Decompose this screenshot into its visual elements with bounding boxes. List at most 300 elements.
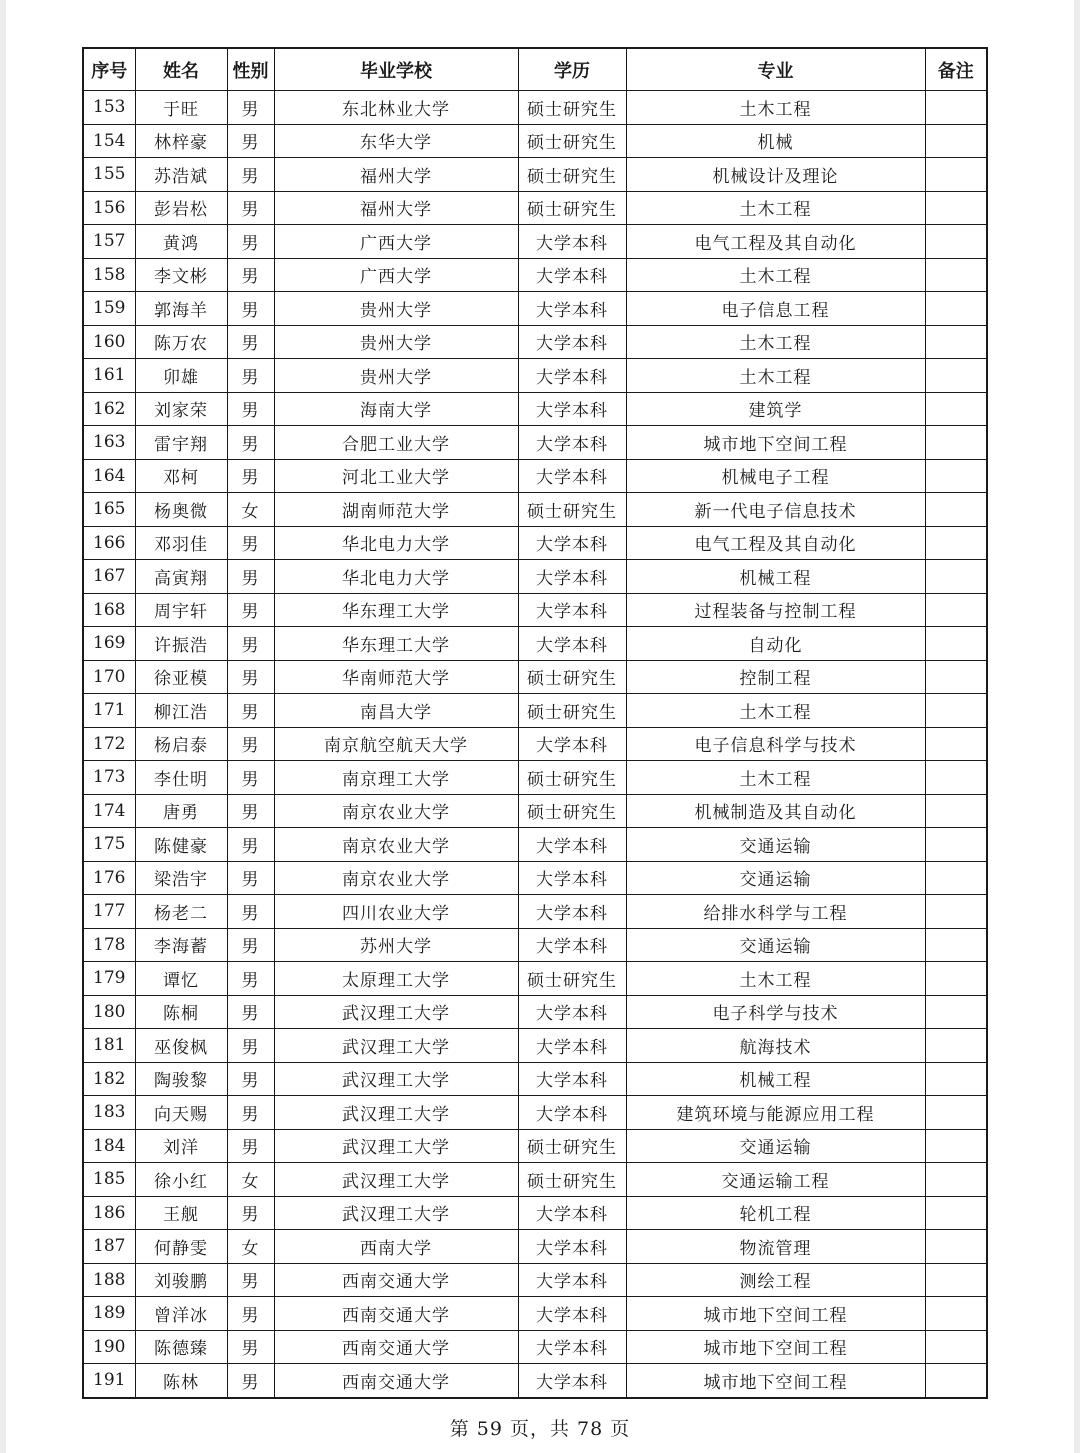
cell-remark	[925, 493, 987, 527]
cell-remark	[925, 392, 987, 426]
cell-school: 湖南师范大学	[274, 493, 518, 527]
cell-major: 建筑环境与能源应用工程	[626, 1096, 925, 1130]
cell-major: 给排水科学与工程	[626, 895, 925, 929]
table-row	[83, 861, 987, 895]
cell-degree: 大学本科	[518, 995, 626, 1029]
cell-no: 157	[83, 225, 135, 259]
cell-remark	[925, 962, 987, 996]
cell-school: 武汉理工大学	[274, 995, 518, 1029]
cell-no: 158	[83, 258, 135, 292]
cell-no: 187	[83, 1230, 135, 1264]
cell-gender: 男	[227, 392, 274, 426]
cell-major: 电子信息工程	[626, 292, 925, 326]
cell-school: 南京航空航天大学	[274, 727, 518, 761]
cell-no: 164	[83, 459, 135, 493]
cell-no: 177	[83, 895, 135, 929]
cell-degree: 硕士研究生	[518, 191, 626, 225]
cell-remark	[925, 91, 987, 125]
cell-degree: 大学本科	[518, 560, 626, 594]
cell-remark	[925, 694, 987, 728]
cell-no: 176	[83, 861, 135, 895]
cell-gender: 男	[227, 1297, 274, 1331]
header-name: 姓名	[135, 48, 227, 91]
table-row	[83, 727, 987, 761]
cell-degree: 大学本科	[518, 225, 626, 259]
cell-gender: 男	[227, 225, 274, 259]
table-row	[83, 761, 987, 795]
cell-remark	[925, 660, 987, 694]
cell-degree: 大学本科	[518, 1062, 626, 1096]
cell-no: 172	[83, 727, 135, 761]
cell-gender: 男	[227, 526, 274, 560]
cell-no: 154	[83, 124, 135, 158]
cell-remark	[925, 258, 987, 292]
header-major: 专业	[626, 48, 925, 91]
cell-remark	[925, 895, 987, 929]
cell-major: 土木工程	[626, 191, 925, 225]
cell-major: 土木工程	[626, 962, 925, 996]
cell-school: 合肥工业大学	[274, 426, 518, 460]
cell-remark	[925, 1029, 987, 1063]
cell-degree: 大学本科	[518, 861, 626, 895]
header-remark: 备注	[925, 48, 987, 91]
cell-school: 华东理工大学	[274, 627, 518, 661]
cell-major: 交通运输	[626, 828, 925, 862]
cell-gender: 男	[227, 1096, 274, 1130]
cell-gender: 女	[227, 1230, 274, 1264]
table-row	[83, 1364, 987, 1398]
cell-gender: 男	[227, 292, 274, 326]
cell-no: 189	[83, 1297, 135, 1331]
cell-degree: 硕士研究生	[518, 158, 626, 192]
table-row	[83, 1297, 987, 1331]
cell-school: 武汉理工大学	[274, 1129, 518, 1163]
cell-no: 185	[83, 1163, 135, 1197]
cell-degree: 大学本科	[518, 727, 626, 761]
cell-no: 183	[83, 1096, 135, 1130]
cell-remark	[925, 727, 987, 761]
cell-school: 南昌大学	[274, 694, 518, 728]
cell-name: 向天赐	[135, 1096, 227, 1130]
table-row	[83, 1129, 987, 1163]
cell-degree: 大学本科	[518, 292, 626, 326]
cell-no: 161	[83, 359, 135, 393]
cell-no: 173	[83, 761, 135, 795]
cell-remark	[925, 325, 987, 359]
table-row	[83, 962, 987, 996]
cell-name: 周宇轩	[135, 593, 227, 627]
cell-school: 贵州大学	[274, 292, 518, 326]
cell-degree: 大学本科	[518, 258, 626, 292]
cell-degree: 硕士研究生	[518, 794, 626, 828]
cell-name: 杨老二	[135, 895, 227, 929]
cell-school: 苏州大学	[274, 928, 518, 962]
cell-gender: 男	[227, 426, 274, 460]
cell-gender: 男	[227, 1062, 274, 1096]
table-row	[83, 1263, 987, 1297]
cell-major: 建筑学	[626, 392, 925, 426]
cell-degree: 大学本科	[518, 928, 626, 962]
cell-major: 城市地下空间工程	[626, 426, 925, 460]
cell-remark	[925, 1096, 987, 1130]
header-row	[83, 48, 987, 91]
cell-name: 刘家荣	[135, 392, 227, 426]
cell-school: 贵州大学	[274, 359, 518, 393]
roster-table	[82, 47, 988, 1399]
table-row	[83, 359, 987, 393]
table-row	[83, 526, 987, 560]
cell-major: 交通运输工程	[626, 1163, 925, 1197]
cell-no: 153	[83, 91, 135, 125]
cell-remark	[925, 1062, 987, 1096]
cell-no: 162	[83, 392, 135, 426]
cell-no: 182	[83, 1062, 135, 1096]
cell-gender: 男	[227, 124, 274, 158]
cell-no: 167	[83, 560, 135, 594]
cell-name: 巫俊枫	[135, 1029, 227, 1063]
cell-name: 高寅翔	[135, 560, 227, 594]
table-row	[83, 995, 987, 1029]
cell-major: 城市地下空间工程	[626, 1364, 925, 1398]
cell-gender: 男	[227, 627, 274, 661]
cell-remark	[925, 426, 987, 460]
cell-no: 155	[83, 158, 135, 192]
cell-name: 杨奥微	[135, 493, 227, 527]
table-row	[83, 660, 987, 694]
cell-degree: 硕士研究生	[518, 660, 626, 694]
cell-school: 四川农业大学	[274, 895, 518, 929]
cell-degree: 大学本科	[518, 593, 626, 627]
cell-no: 165	[83, 493, 135, 527]
cell-gender: 男	[227, 560, 274, 594]
table-row	[83, 1029, 987, 1063]
table-row	[83, 459, 987, 493]
cell-remark	[925, 761, 987, 795]
cell-major: 控制工程	[626, 660, 925, 694]
cell-school: 南京农业大学	[274, 794, 518, 828]
cell-name: 卯雄	[135, 359, 227, 393]
cell-no: 175	[83, 828, 135, 862]
cell-degree: 硕士研究生	[518, 694, 626, 728]
cell-gender: 男	[227, 1364, 274, 1398]
cell-major: 电气工程及其自动化	[626, 225, 925, 259]
cell-no: 181	[83, 1029, 135, 1063]
cell-remark	[925, 627, 987, 661]
cell-major: 过程装备与控制工程	[626, 593, 925, 627]
cell-gender: 男	[227, 828, 274, 862]
cell-major: 土木工程	[626, 91, 925, 125]
cell-major: 电气工程及其自动化	[626, 526, 925, 560]
cell-degree: 大学本科	[518, 426, 626, 460]
cell-remark	[925, 1163, 987, 1197]
cell-school: 华北电力大学	[274, 526, 518, 560]
cell-degree: 大学本科	[518, 1263, 626, 1297]
cell-gender: 男	[227, 995, 274, 1029]
cell-name: 林梓豪	[135, 124, 227, 158]
cell-gender: 男	[227, 1029, 274, 1063]
cell-remark	[925, 828, 987, 862]
table-row	[83, 794, 987, 828]
cell-degree: 大学本科	[518, 1230, 626, 1264]
page-footer: 第 59 页，共 78 页	[449, 1418, 631, 1440]
cell-name: 于旺	[135, 91, 227, 125]
table-row	[83, 694, 987, 728]
cell-degree: 硕士研究生	[518, 124, 626, 158]
cell-major: 城市地下空间工程	[626, 1330, 925, 1364]
cell-school: 西南交通大学	[274, 1297, 518, 1331]
table-row	[83, 258, 987, 292]
table-row	[83, 124, 987, 158]
cell-name: 黄鸿	[135, 225, 227, 259]
cell-name: 彭岩松	[135, 191, 227, 225]
table-row	[83, 828, 987, 862]
cell-gender: 男	[227, 593, 274, 627]
cell-degree: 大学本科	[518, 627, 626, 661]
cell-school: 太原理工大学	[274, 962, 518, 996]
cell-name: 陈健豪	[135, 828, 227, 862]
cell-name: 李仕明	[135, 761, 227, 795]
cell-gender: 男	[227, 694, 274, 728]
cell-major: 土木工程	[626, 325, 925, 359]
roster-body	[83, 91, 987, 1398]
cell-degree: 大学本科	[518, 325, 626, 359]
cell-gender: 男	[227, 962, 274, 996]
cell-major: 测绘工程	[626, 1263, 925, 1297]
cell-no: 171	[83, 694, 135, 728]
cell-school: 武汉理工大学	[274, 1096, 518, 1130]
cell-remark	[925, 995, 987, 1029]
cell-degree: 大学本科	[518, 1096, 626, 1130]
cell-gender: 女	[227, 1163, 274, 1197]
cell-no: 191	[83, 1364, 135, 1398]
cell-name: 李文彬	[135, 258, 227, 292]
cell-remark	[925, 1129, 987, 1163]
cell-degree: 硕士研究生	[518, 493, 626, 527]
cell-degree: 大学本科	[518, 828, 626, 862]
cell-name: 陈德臻	[135, 1330, 227, 1364]
cell-no: 166	[83, 526, 135, 560]
header-no: 序号	[83, 48, 135, 91]
cell-major: 新一代电子信息技术	[626, 493, 925, 527]
cell-name: 刘骏鹏	[135, 1263, 227, 1297]
cell-school: 西南大学	[274, 1230, 518, 1264]
cell-major: 电子信息科学与技术	[626, 727, 925, 761]
cell-school: 东北林业大学	[274, 91, 518, 125]
cell-major: 机械电子工程	[626, 459, 925, 493]
cell-no: 159	[83, 292, 135, 326]
cell-gender: 男	[227, 459, 274, 493]
cell-school: 南京农业大学	[274, 828, 518, 862]
header-degree: 学历	[518, 48, 626, 91]
table-row	[83, 1163, 987, 1197]
cell-degree: 硕士研究生	[518, 91, 626, 125]
header-school: 毕业学校	[274, 48, 518, 91]
cell-no: 179	[83, 962, 135, 996]
cell-degree: 大学本科	[518, 1029, 626, 1063]
cell-major: 机械工程	[626, 1062, 925, 1096]
cell-no: 190	[83, 1330, 135, 1364]
table-row	[83, 1096, 987, 1130]
cell-remark	[925, 191, 987, 225]
table-row	[83, 191, 987, 225]
cell-remark	[925, 1230, 987, 1264]
cell-remark	[925, 1330, 987, 1364]
cell-gender: 男	[227, 761, 274, 795]
table-row	[83, 627, 987, 661]
cell-gender: 男	[227, 158, 274, 192]
cell-no: 156	[83, 191, 135, 225]
cell-degree: 硕士研究生	[518, 1163, 626, 1197]
cell-remark	[925, 1297, 987, 1331]
cell-major: 交通运输	[626, 861, 925, 895]
cell-school: 海南大学	[274, 392, 518, 426]
cell-major: 机械工程	[626, 560, 925, 594]
cell-no: 186	[83, 1196, 135, 1230]
cell-gender: 男	[227, 861, 274, 895]
cell-gender: 男	[227, 1263, 274, 1297]
cell-major: 交通运输	[626, 1129, 925, 1163]
cell-name: 杨启泰	[135, 727, 227, 761]
cell-degree: 大学本科	[518, 895, 626, 929]
cell-degree: 大学本科	[518, 1330, 626, 1364]
cell-degree: 大学本科	[518, 1196, 626, 1230]
table-row	[83, 1230, 987, 1264]
cell-major: 土木工程	[626, 761, 925, 795]
cell-name: 柳江浩	[135, 694, 227, 728]
cell-name: 何静雯	[135, 1230, 227, 1264]
cell-school: 福州大学	[274, 158, 518, 192]
cell-no: 184	[83, 1129, 135, 1163]
table-row	[83, 225, 987, 259]
cell-major: 土木工程	[626, 694, 925, 728]
cell-gender: 男	[227, 794, 274, 828]
cell-name: 陶骏黎	[135, 1062, 227, 1096]
cell-degree: 大学本科	[518, 1297, 626, 1331]
cell-name: 陈桐	[135, 995, 227, 1029]
cell-remark	[925, 526, 987, 560]
cell-degree: 大学本科	[518, 1364, 626, 1398]
cell-degree: 大学本科	[518, 359, 626, 393]
cell-school: 华南师范大学	[274, 660, 518, 694]
table-row	[83, 158, 987, 192]
cell-name: 郭海羊	[135, 292, 227, 326]
cell-school: 福州大学	[274, 191, 518, 225]
cell-no: 168	[83, 593, 135, 627]
cell-gender: 男	[227, 660, 274, 694]
cell-school: 武汉理工大学	[274, 1029, 518, 1063]
cell-remark	[925, 225, 987, 259]
cell-name: 徐小红	[135, 1163, 227, 1197]
cell-name: 曾洋冰	[135, 1297, 227, 1331]
cell-school: 南京理工大学	[274, 761, 518, 795]
cell-degree: 大学本科	[518, 392, 626, 426]
cell-gender: 男	[227, 1196, 274, 1230]
cell-major: 机械制造及其自动化	[626, 794, 925, 828]
cell-remark	[925, 928, 987, 962]
cell-gender: 男	[227, 1129, 274, 1163]
cell-no: 178	[83, 928, 135, 962]
table-row	[83, 928, 987, 962]
table-row	[83, 325, 987, 359]
cell-gender: 男	[227, 325, 274, 359]
cell-school: 华东理工大学	[274, 593, 518, 627]
cell-degree: 大学本科	[518, 526, 626, 560]
cell-gender: 男	[227, 191, 274, 225]
cell-major: 土木工程	[626, 359, 925, 393]
page-edge-right	[1074, 0, 1080, 1453]
cell-no: 160	[83, 325, 135, 359]
cell-major: 物流管理	[626, 1230, 925, 1264]
table-row	[83, 493, 987, 527]
cell-gender: 男	[227, 258, 274, 292]
cell-remark	[925, 459, 987, 493]
cell-school: 南京农业大学	[274, 861, 518, 895]
cell-gender: 男	[227, 727, 274, 761]
table-row	[83, 1196, 987, 1230]
cell-remark	[925, 560, 987, 594]
cell-major: 机械	[626, 124, 925, 158]
cell-school: 广西大学	[274, 258, 518, 292]
cell-school: 武汉理工大学	[274, 1163, 518, 1197]
cell-remark	[925, 593, 987, 627]
cell-name: 陈万农	[135, 325, 227, 359]
cell-degree: 硕士研究生	[518, 761, 626, 795]
cell-school: 武汉理工大学	[274, 1196, 518, 1230]
cell-major: 电子科学与技术	[626, 995, 925, 1029]
cell-name: 许振浩	[135, 627, 227, 661]
cell-name: 邓羽佳	[135, 526, 227, 560]
cell-remark	[925, 794, 987, 828]
cell-no: 163	[83, 426, 135, 460]
cell-gender: 男	[227, 359, 274, 393]
cell-degree: 硕士研究生	[518, 962, 626, 996]
table-row	[83, 1330, 987, 1364]
cell-name: 唐勇	[135, 794, 227, 828]
cell-no: 188	[83, 1263, 135, 1297]
cell-gender: 男	[227, 91, 274, 125]
cell-remark	[925, 1263, 987, 1297]
cell-remark	[925, 1196, 987, 1230]
cell-no: 170	[83, 660, 135, 694]
page-edge-left	[0, 0, 6, 1453]
cell-school: 武汉理工大学	[274, 1062, 518, 1096]
cell-remark	[925, 861, 987, 895]
cell-school: 河北工业大学	[274, 459, 518, 493]
cell-name: 邓柯	[135, 459, 227, 493]
cell-degree: 大学本科	[518, 459, 626, 493]
table-row	[83, 91, 987, 125]
cell-remark	[925, 158, 987, 192]
cell-major: 自动化	[626, 627, 925, 661]
cell-major: 城市地下空间工程	[626, 1297, 925, 1331]
cell-name: 徐亚模	[135, 660, 227, 694]
cell-name: 陈林	[135, 1364, 227, 1398]
cell-gender: 男	[227, 1330, 274, 1364]
cell-school: 贵州大学	[274, 325, 518, 359]
table-row	[83, 426, 987, 460]
cell-school: 广西大学	[274, 225, 518, 259]
cell-major: 土木工程	[626, 258, 925, 292]
cell-school: 西南交通大学	[274, 1330, 518, 1364]
cell-major: 航海技术	[626, 1029, 925, 1063]
cell-school: 西南交通大学	[274, 1364, 518, 1398]
cell-name: 王舰	[135, 1196, 227, 1230]
table-row	[83, 392, 987, 426]
cell-major: 交通运输	[626, 928, 925, 962]
cell-no: 169	[83, 627, 135, 661]
header-gender: 性别	[227, 48, 274, 91]
cell-gender: 男	[227, 928, 274, 962]
